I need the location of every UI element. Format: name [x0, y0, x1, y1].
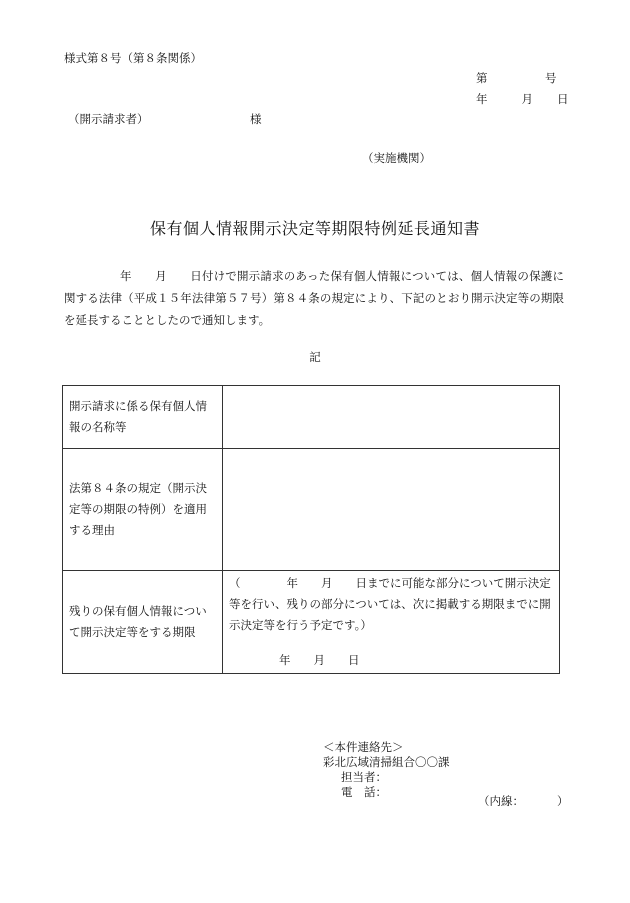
- document-number-suffix: 号: [545, 71, 557, 85]
- agency-label: （実施機関）: [362, 151, 431, 165]
- contact-extension-close: ）: [557, 794, 569, 808]
- issue-date-month: 月: [521, 92, 533, 106]
- info-name-label: 開示請求に係る保有個人情報の名称等: [63, 386, 223, 449]
- issue-date-day: 日: [557, 92, 569, 106]
- reason-value: [223, 449, 560, 571]
- contact-block: [323, 740, 450, 800]
- contact-extension: （内線：: [478, 794, 524, 808]
- issue-date: [476, 91, 569, 107]
- honorific-sama: 様: [250, 112, 262, 126]
- form-number: 様式第８号（第８条関係）: [64, 51, 202, 65]
- requester-label: （開示請求者）: [68, 112, 149, 126]
- issue-date-year: 年: [476, 92, 488, 106]
- table-row: [63, 449, 560, 571]
- deadline-value: [223, 571, 560, 674]
- deadline-date: 年 月 日: [279, 653, 360, 667]
- table-row: [63, 571, 560, 674]
- document-number-label: 第: [476, 71, 488, 85]
- document-title: 保有個人情報開示決定等期限特例延長通知書: [149, 219, 480, 238]
- contact-heading: ＜本件連絡先＞: [323, 740, 404, 754]
- deadline-note: （ 年 月 日までに可能な部分について開示決定等を行い、残りの部分については、次に掲載する期限までに開示決定等を行う予定です。）: [229, 576, 551, 632]
- contact-organization: 彩北広域清掃組合〇〇課: [323, 755, 450, 769]
- deadline-label: 残りの保有個人情報について開示決定等をする期限: [63, 571, 223, 674]
- contact-phone: 電 話：: [341, 785, 387, 799]
- table-row: [63, 386, 560, 449]
- reason-label: 法第８４条の規定（開示決定等の期限の特例）を適用する理由: [63, 449, 223, 571]
- notice-body: 年 月 日付けで開示請求のあった保有個人情報については、個人情報の保護に関する法律（平成１５年法律第５７号）第８４条の規定により、下記のとおり開示決定等の期限を延長することとしたので通知します。: [64, 269, 564, 327]
- ki-marker: 記: [309, 350, 321, 364]
- contact-person: 担当者：: [341, 770, 387, 784]
- details-table: [62, 385, 560, 674]
- info-name-value: [223, 386, 560, 449]
